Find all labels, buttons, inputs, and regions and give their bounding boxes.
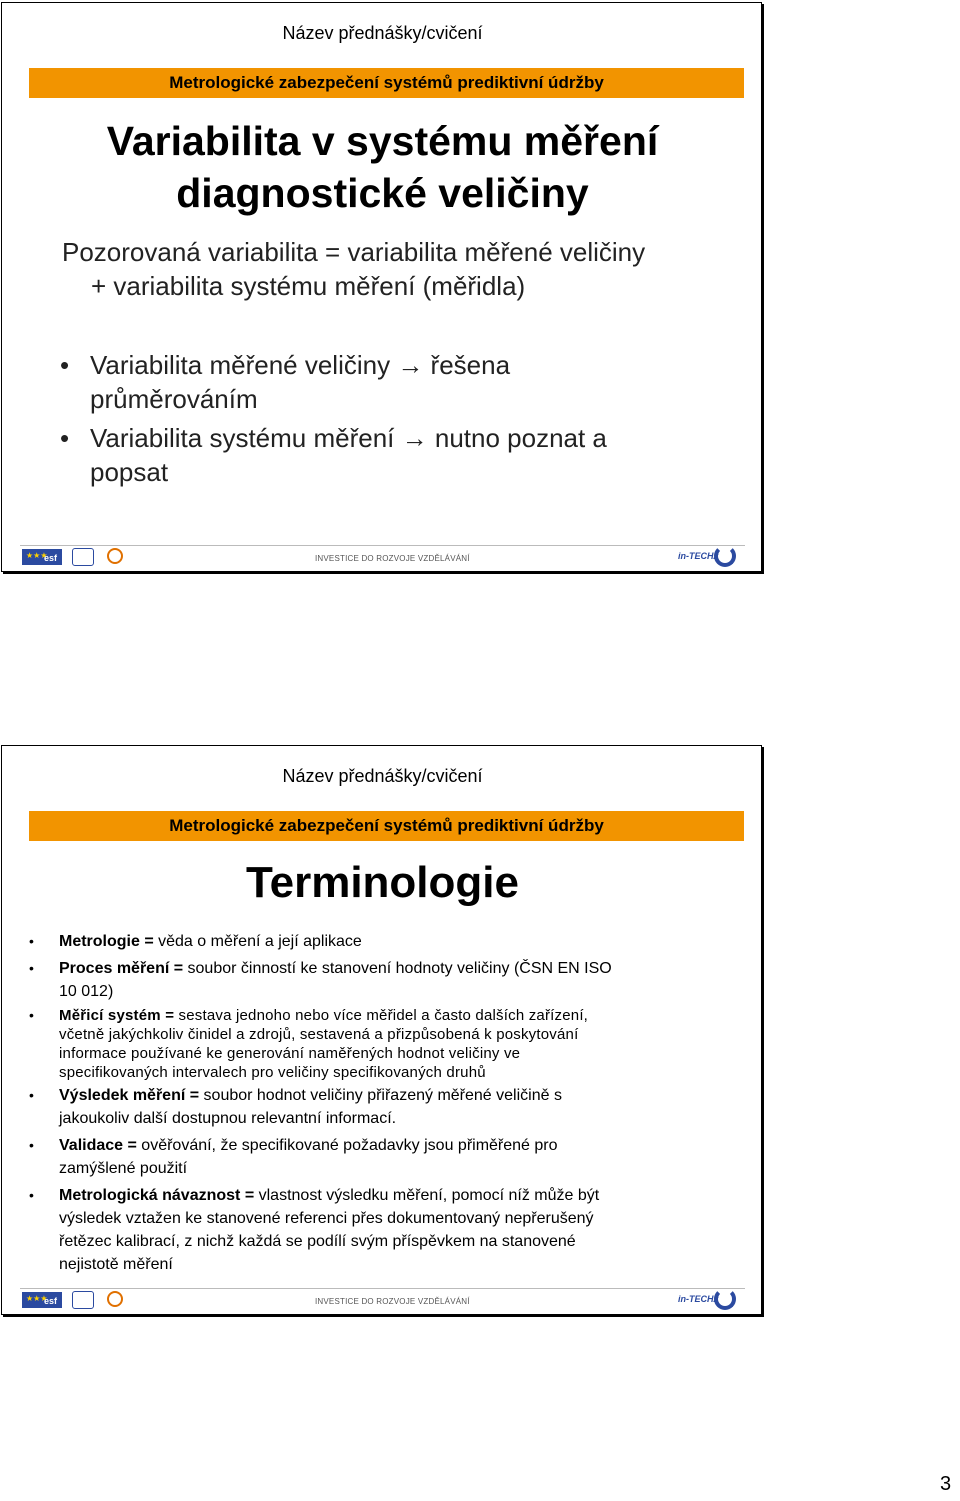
op-logo: [107, 548, 123, 564]
ministry-logo: [72, 548, 94, 566]
term-item: [29, 1006, 729, 1082]
bullet-text-line-2: popsat: [90, 457, 169, 487]
eu-stars-icon: ★★★: [26, 1294, 48, 1303]
bullet-icon: •: [29, 933, 34, 949]
slide-title: [2, 115, 763, 219]
slide-1: [1, 2, 762, 572]
bullet-icon: •: [29, 1087, 34, 1103]
footer-divider: [20, 1288, 745, 1289]
term-definition-line: informace používané ke generování naměřených hodnot veličiny ve: [59, 1045, 521, 1062]
intech-logo: in-TECH2: [678, 1294, 719, 1304]
term-definition-line: výsledek vztažen ke stanovené referenci přes dokumentovaný nepřerušený: [59, 1210, 594, 1227]
slide-title-line-1: Variabilita v systému měření: [106, 118, 659, 164]
slide-footer: [2, 1286, 763, 1312]
term-definition: soubor činností ke stanovení hodnoty veličiny (ČSN EN ISO: [183, 960, 612, 977]
term-item: [29, 1084, 729, 1130]
term-item: [29, 930, 729, 953]
term-item: [29, 957, 729, 1003]
bullet-icon: •: [29, 1187, 34, 1203]
term-definition: ověřování, že specifikované požadavky jsou přiměřené pro: [136, 1137, 558, 1154]
term-item: [29, 1134, 729, 1180]
term-name: Měřicí systém =: [59, 1007, 175, 1024]
bullet-icon: •: [29, 1137, 34, 1153]
formula-line-2: + variabilita systému měření (měřidla): [91, 271, 526, 301]
investment-slogan: INVESTICE DO ROZVOJE VZDĚLÁVÁNÍ: [315, 554, 470, 563]
page-number: 3: [940, 1473, 952, 1495]
bullet-icon: •: [29, 960, 34, 976]
slide-title: Terminologie: [246, 858, 519, 907]
term-definition-cont: zamýšlené použití: [59, 1160, 188, 1177]
bullet-text-line-1: Variabilita systému měření → nutno poznat a: [90, 423, 607, 453]
term-definition-line: nejistotě měření: [59, 1256, 173, 1273]
bullet-text-line-2: průměrováním: [90, 384, 258, 414]
slide-footer: [2, 543, 763, 569]
eu-stars-icon: ★★★: [26, 551, 48, 560]
term-definition: soubor hodnot veličiny přiřazený měřené veličině s: [199, 1087, 562, 1104]
intech-logo: in-TECH2: [678, 551, 719, 561]
formula-line-1: Pozorovaná variabilita = variabilita měřené veličiny: [62, 237, 646, 267]
term-definition: vlastnost výsledku měření, pomocí níž může být: [254, 1187, 600, 1204]
term-definition-line: specifikovaných intervalech pro veličiny specifikovaných druhů: [59, 1064, 486, 1081]
term-name: Výsledek měření =: [59, 1087, 200, 1104]
ministry-logo: [72, 1291, 94, 1309]
bullet-icon: •: [60, 423, 70, 453]
esf-logo: esf: [44, 1296, 58, 1306]
lecture-name: Název přednášky/cvičení: [282, 766, 483, 786]
investment-slogan: INVESTICE DO ROZVOJE VZDĚLÁVÁNÍ: [315, 1297, 470, 1306]
bullet-icon: •: [60, 350, 70, 380]
course-title-bar: Metrologické zabezpečení systémů prediktivní údržby: [29, 811, 744, 841]
term-name: Proces měření =: [59, 960, 184, 977]
lecture-name: Název přednášky/cvičení: [282, 23, 483, 43]
footer-divider: [20, 545, 745, 546]
course-title-bar: Metrologické zabezpečení systémů prediktivní údržby: [29, 68, 744, 98]
intech-swirl-icon: [714, 1288, 736, 1310]
slide-title-line-2: diagnostické veličiny: [176, 170, 589, 216]
term-definition: věda o měření a její aplikace: [153, 933, 362, 950]
bullet-text-line-1: Variabilita měřené veličiny → řešena: [90, 350, 511, 380]
op-logo: [107, 1291, 123, 1307]
term-definition-line: včetně jakýchkoliv činidel a zdrojů, sestavená a přizpůsobená k poskytování: [59, 1026, 579, 1043]
term-name: Validace =: [59, 1137, 137, 1154]
term-definition-line: řetězec kalibrací, z nichž každá se podílí svým příspěvkem na stanovené: [59, 1233, 576, 1250]
bullet-icon: •: [29, 1007, 34, 1023]
term-definition-cont: jakoukoliv další dostupnou relevantní informací.: [59, 1110, 397, 1127]
slide-2: [1, 745, 762, 1315]
term-name: Metrologická návaznost =: [59, 1187, 255, 1204]
term-definition: sestava jednoho nebo více měřidel a často dalších zařízení,: [174, 1007, 589, 1024]
term-definition-cont: 10 012): [59, 983, 114, 1000]
term-name: Metrologie =: [59, 933, 154, 950]
term-item: [29, 1184, 729, 1276]
esf-logo: esf: [44, 553, 58, 563]
intech-swirl-icon: [714, 545, 736, 567]
